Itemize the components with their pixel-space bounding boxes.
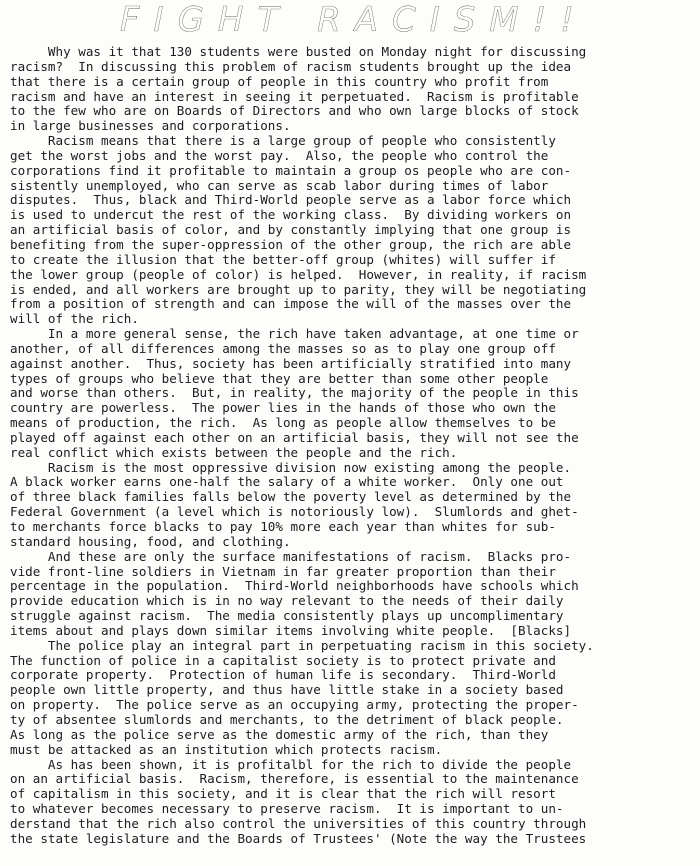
text-line: is used to undercut the rest of the working class. By dividing workers on [10, 207, 572, 223]
text-line: percentage in the population. Third-World neighborhoods have schools which [10, 578, 579, 594]
text-line: items about and plays down similar items involving white people. [Blacks] [10, 622, 572, 638]
text-line: of capitalism in this society, and it is clear that the rich will resort [10, 786, 556, 802]
text-line: against another. Thus, society has been artificially stratified into many [10, 355, 572, 371]
text-line: In a more general sense, the rich have taken advantage, at one time or [10, 326, 579, 342]
text-line: people own little property, and thus have little stake in a society based [10, 682, 564, 698]
text-line: The function of police in a capitalist society is to protect private and [10, 652, 556, 668]
text-line: an artificial basis of color, and by constantly implying that one group is [10, 222, 572, 238]
text-line: to the few who are on Boards of Directors and who own large blocks of stock [10, 103, 579, 119]
text-line: racism? In discussing this problem of racism students brought up the idea [10, 58, 572, 74]
document-body [10, 45, 694, 847]
text-line: to whatever becomes necessary to preserve racism. It is important to un- [10, 801, 564, 817]
text-line: country are powerless. The power lies in the hands of those who own the [10, 400, 556, 416]
text-line: The police play an integral part in perpetuating racism in this society. [10, 637, 594, 653]
text-line: must be attacked as an institution which protects racism. [10, 741, 443, 757]
text-line: of three black families falls below the poverty level as determined by the [10, 489, 572, 505]
text-line: benefiting from the super-oppression of the other group, the rich are able [10, 236, 572, 252]
text-line: to merchants force blacks to pay 10% more each year than whites for sub- [10, 519, 556, 534]
text-line: disputes. Thus, black and Third-World people serve as a labor force which [10, 192, 572, 208]
text-line: the lower group (people of color) is helped. However, in reality, if racism [10, 266, 587, 282]
text-line: and worse than others. But, in reality, the majority of the people in this [10, 385, 579, 401]
text-line: Racism means that there is a large group of people who consistently [10, 133, 556, 149]
text-line: that there is a certain group of people in this country who profit from [10, 73, 549, 89]
text-line: And these are only the surface manifestations of racism. Blacks pro- [10, 548, 572, 564]
text-line: played off against each other on an artificial basis, they will not see the [10, 429, 579, 445]
text-line: another, of all differences among the masses so as to play one group off [10, 340, 556, 356]
text-line: racism and have an interest in seeing it perpetuated. Racism is profitable [10, 88, 579, 104]
text-line: in large businesses and corporations. [10, 118, 291, 134]
text-line: standard housing, food, and clothing. [10, 533, 291, 549]
text-line: on an artificial basis. Racism, therefore, is essential to the maintenance [10, 771, 579, 787]
text-line: is ended, and all workers are brought up to parity, they will be negotiating [10, 281, 587, 297]
text-line: to create the illusion that the better-off group (whites) will suffer if [10, 251, 556, 267]
text-line: corporations find it profitable to maintain a group os people who are con- [10, 162, 572, 178]
text-line: the state legislature and the Boards of Trustees' (Note the way the Trustees [10, 830, 587, 846]
text-line: types of groups who believe that they are better than some other people [10, 370, 549, 386]
text-line: Why was it that 130 students were busted on Monday night for discussing [10, 44, 587, 59]
text-line: Federal Government (a level which is notoriously low). Slumlords and ghet- [10, 504, 579, 520]
text-line: vide front-line soldiers in Vietnam in far greater proportion than their [10, 563, 556, 579]
text-line: struggle against racism. The media consistently plays up uncomplimentary [10, 608, 564, 624]
text-line: from a position of strength and can impose the will of the masses over the [10, 296, 572, 312]
text-line: derstand that the rich also control the universities of this country through [10, 815, 587, 831]
text-line: get the worst jobs and the worst pay. Also, the people who control the [10, 147, 549, 163]
text-line: corporate property. Protection of human life is secondary. Third-World [10, 667, 556, 683]
page-title: FIGHT RACISM!! [120, 0, 588, 40]
text-line: means of production, the rich. As long as people allow themselves to be [10, 415, 556, 431]
text-line: A black worker earns one-half the salary of a white worker. Only one out [10, 474, 564, 490]
text-line: will of the rich. [10, 311, 139, 327]
text-line: ty of absentee slumlords and merchants, to the detriment of black people. [10, 711, 564, 727]
text-line: Racism is the most oppressive division now existing among the people. [10, 459, 572, 475]
text-line: sistently unemployed, who can serve as scab labor during times of labor [10, 177, 549, 193]
text-line: real conflict which exists between the people and the rich. [10, 444, 458, 460]
text-line: As long as the police serve as the domestic army of the rich, than they [10, 726, 549, 742]
text-line: on property. The police serve as an occupying army, protecting the proper- [10, 697, 579, 713]
text-line: As has been shown, it is profitalbl for the rich to divide the people [10, 756, 572, 772]
text-line: provide education which is in no way relevant to the needs of their daily [10, 593, 564, 609]
